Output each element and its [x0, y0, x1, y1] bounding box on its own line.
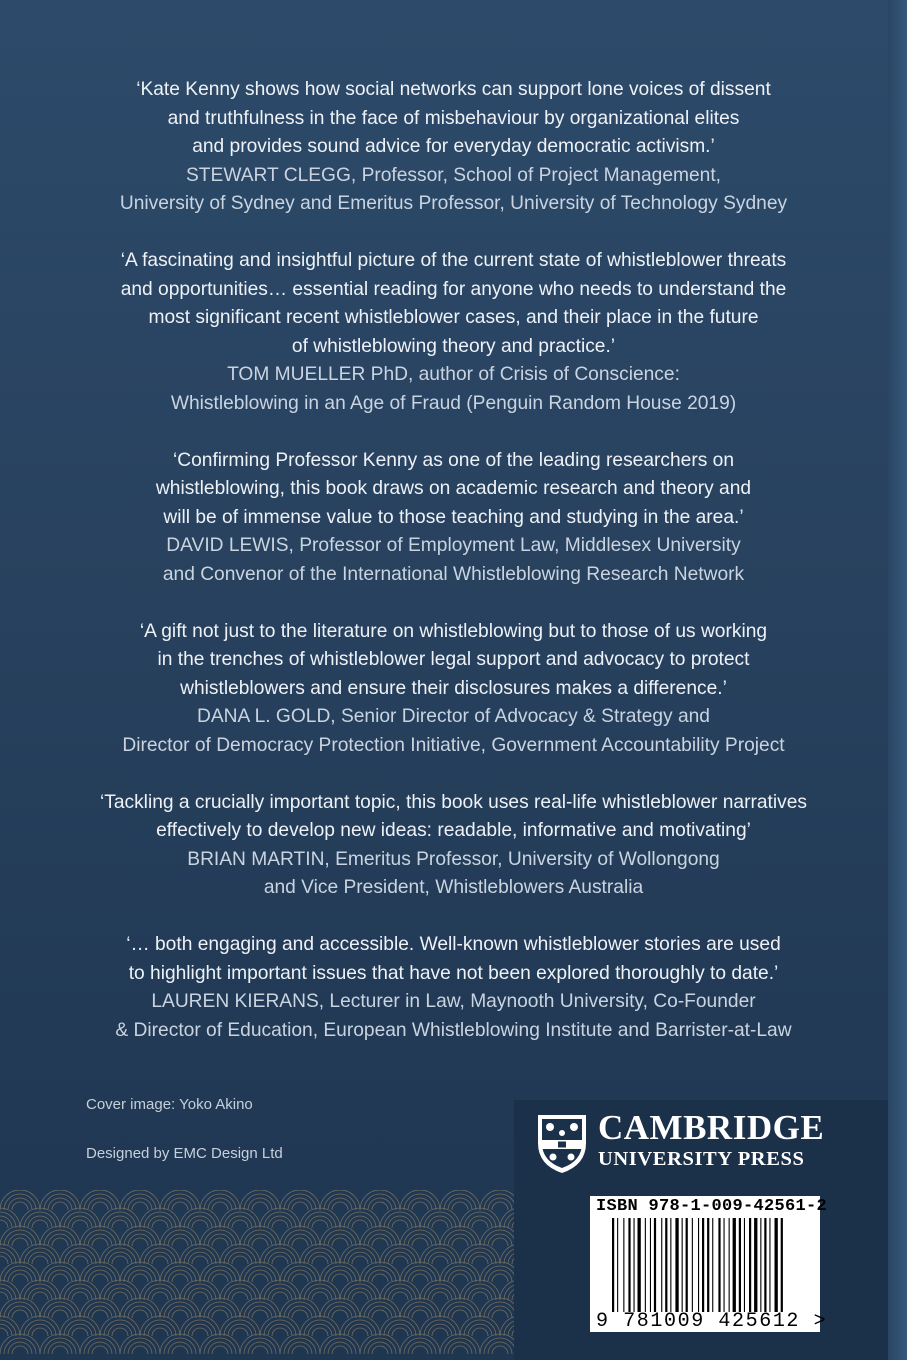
- barcode-bar: [634, 1218, 635, 1312]
- barcode-bar: [733, 1218, 736, 1312]
- ean-digits: 9 781009 425612 >: [596, 1310, 828, 1333]
- barcode-bar: [698, 1218, 699, 1312]
- quote-line: whistleblowers and ensure their disclosures makes a difference.’: [180, 677, 727, 699]
- attribution-line: BRIAN MARTIN, Emeritus Professor, University of Wollongong: [187, 848, 720, 870]
- quote-line: ‘… both engaging and accessible. Well-known whistleblower stories are used: [126, 934, 781, 955]
- barcode-bar: [769, 1218, 770, 1312]
- publisher-logo: [598, 1108, 824, 1170]
- barcode-bar: [617, 1218, 618, 1312]
- attribution-line: TOM MUELLER PhD, author of Crisis of Conscience:: [227, 364, 680, 385]
- barcode-bar: [686, 1218, 688, 1312]
- quote-line: in the trenches of whistleblower legal support and advocacy to protect: [157, 649, 750, 670]
- barcode-bar: [754, 1218, 757, 1312]
- quote-line: ‘A fascinating and insightful picture of the current state of whistleblower threats: [120, 250, 787, 271]
- barcode-bar: [729, 1218, 730, 1312]
- barcode-bar: [781, 1218, 783, 1312]
- barcode-bar: [650, 1218, 651, 1312]
- wave-lines: [0, 1190, 560, 1354]
- barcode-bar: [612, 1218, 614, 1312]
- barcode-bar: [702, 1218, 704, 1312]
- design-credit: Designed by EMC Design Ltd: [86, 1145, 283, 1162]
- barcode-bar: [670, 1218, 671, 1312]
- cambridge-crest-icon: [536, 1113, 588, 1175]
- quote-line: ‘Tackling a crucially important topic, this book uses real-life whistleblower narratives: [99, 791, 808, 813]
- barcode-bar: [661, 1218, 662, 1312]
- attribution-line: STEWART CLEGG, Professor, School of Project Management,: [186, 164, 721, 186]
- endorsements: [0, 76, 907, 1074]
- barcode-bar: [682, 1218, 683, 1312]
- quote-line: ‘A gift not just to the literature on whistleblowing but to those of us working: [139, 620, 768, 642]
- barcode-bar: [739, 1218, 741, 1312]
- barcode-bar: [775, 1218, 778, 1312]
- quote-line: and opportunities… essential reading for anyone who needs to understand the: [120, 278, 787, 300]
- barcode-bar: [760, 1218, 761, 1312]
- publisher-name-line2: UNIVERSITY PRESS: [598, 1148, 805, 1170]
- attribution-line: LAUREN KIERANS, Lecturer in Law, Maynooth University, Co-Founder: [151, 991, 756, 1012]
- attribution-line: University of Sydney and Emeritus Professor, University of Technology Sydney: [119, 193, 788, 214]
- quote-line: will be of immense value to those teaching and studying in the area.’: [163, 506, 744, 528]
- quote-line: most significant recent whistleblower cases, and their place in the future: [148, 307, 759, 328]
- barcode-bar: [623, 1218, 624, 1312]
- endorsement: [0, 931, 907, 1045]
- barcode-bar: [707, 1218, 709, 1312]
- endorsement: [0, 789, 907, 903]
- quote-line: effectively to develop new ideas: readable, informative and motivating’: [156, 820, 751, 841]
- barcode-bar: [764, 1218, 766, 1312]
- isbn-label: ISBN 978-1-009-42561-2: [596, 1197, 828, 1216]
- wave-pattern: [0, 1190, 560, 1360]
- cover-image-credit: Cover image: Yoko Akino: [86, 1096, 253, 1113]
- quote-line: whistleblowing, this book draws on academic research and theory and: [155, 478, 752, 499]
- quote-line: ‘Confirming Professor Kenny as one of the leading researchers on: [172, 449, 734, 471]
- attribution-line: Whistleblowing in an Age of Fraud (Penguin Random House 2019): [170, 392, 737, 414]
- attribution-line: DAVID LEWIS, Professor of Employment Law, Middlesex University: [166, 535, 741, 556]
- attribution-line: and Convenor of the International Whistleblowing Research Network: [162, 563, 745, 585]
- barcode-bar: [654, 1218, 656, 1312]
- endorsement: [0, 247, 907, 418]
- endorsement: [0, 76, 907, 219]
- quote-line: of whistleblowing theory and practice.’: [291, 335, 616, 357]
- barcode-bar: [718, 1218, 720, 1312]
- attribution-line: & Director of Education, European Whistleblowing Institute and Barrister-at-Law: [115, 1019, 792, 1041]
- quote-line: ‘Kate Kenny shows how social networks can support lone voices of dissent: [136, 79, 771, 100]
- attribution-line: DANA L. GOLD, Senior Director of Advocacy & Strategy and: [197, 706, 710, 727]
- endorsement: [0, 618, 907, 761]
- attribution-line: and Vice President, Whistleblowers Australia: [263, 877, 644, 898]
- barcode-bar: [665, 1218, 667, 1312]
- endorsement: [0, 447, 907, 590]
- barcode-bar: [645, 1218, 646, 1312]
- barcode-bar: [638, 1218, 641, 1312]
- quote-line: and truthfulness in the face of misbehaviour by organizational elites: [167, 107, 740, 129]
- barcode-bar: [675, 1218, 678, 1312]
- barcode-bar: [712, 1218, 713, 1312]
- barcode-bar: [749, 1218, 751, 1312]
- credits: [86, 1096, 283, 1194]
- barcode-bar: [692, 1218, 693, 1312]
- barcode-bar: [628, 1218, 630, 1312]
- barcode: [612, 1218, 812, 1312]
- barcode-bar: [744, 1218, 745, 1312]
- quote-line: and provides sound advice for everyday democratic activism.’: [192, 136, 715, 157]
- barcode-bar: [724, 1218, 725, 1312]
- publisher-name-line1: CAMBRIDGE: [598, 1108, 825, 1147]
- attribution-line: Director of Democracy Protection Initiative, Government Accountability Project: [122, 734, 785, 756]
- quote-line: to highlight important issues that have not been explored thoroughly to date.’: [128, 962, 779, 984]
